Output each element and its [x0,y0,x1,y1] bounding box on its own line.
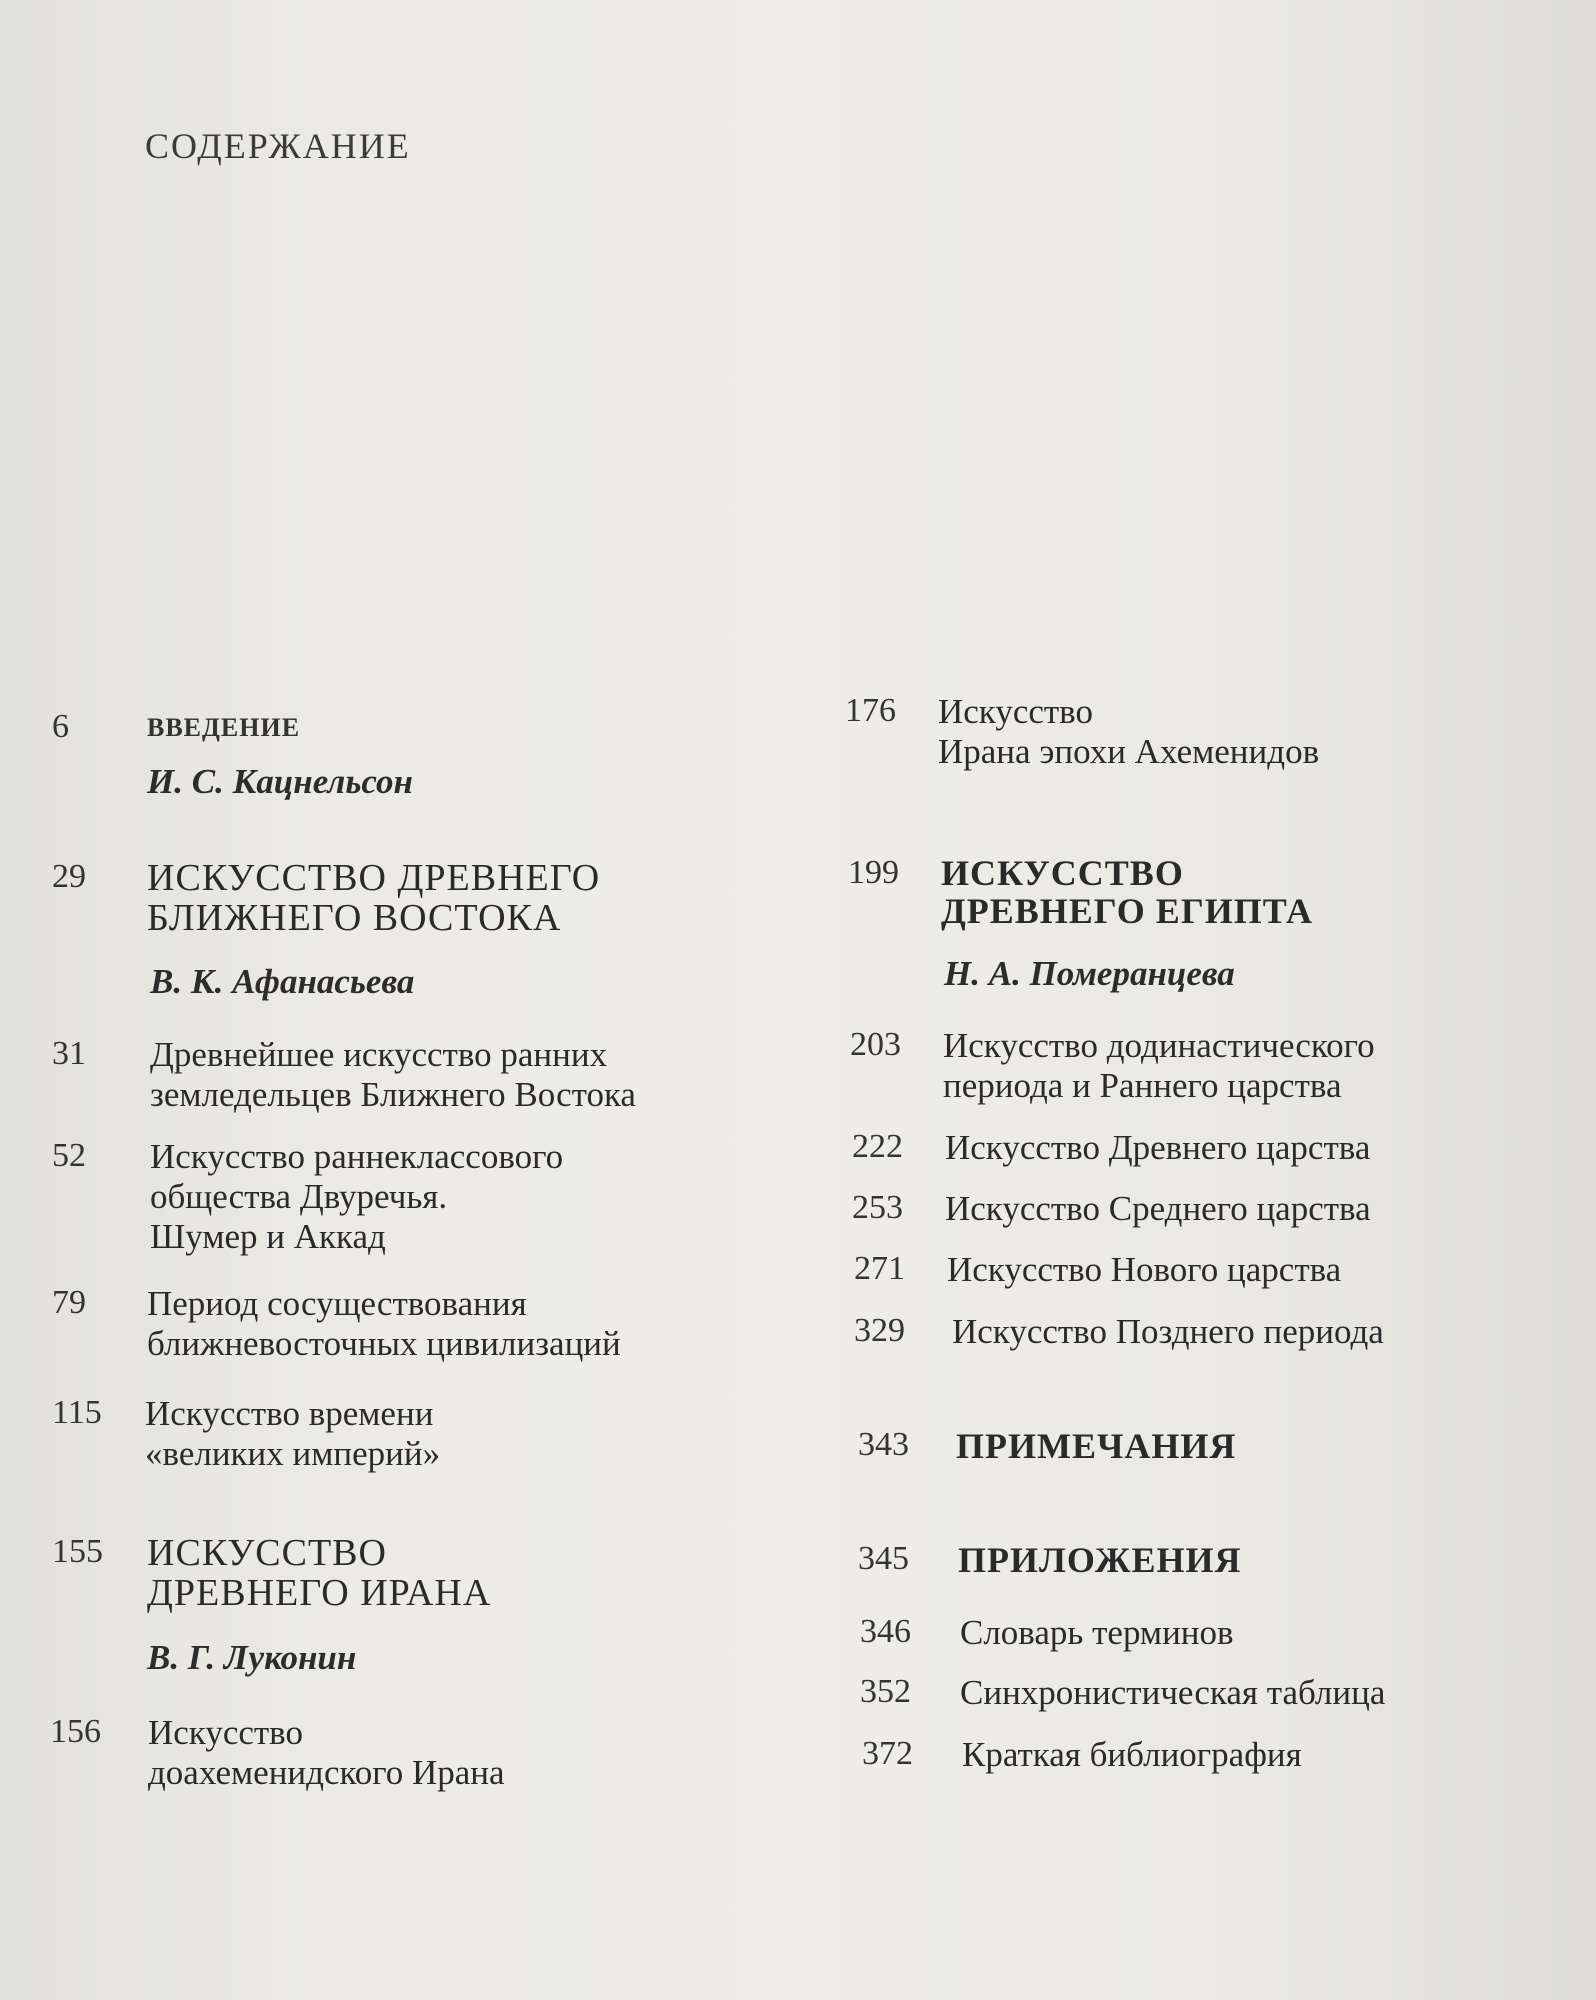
entry-title-line: Словарь терминов [960,1613,1234,1652]
toc-entry [845,692,1319,772]
toc-entry [52,1284,621,1364]
entry-title-line: ИСКУССТВО [147,1532,387,1574]
entry-title-line: Искусство Нового царства [947,1250,1342,1289]
toc-entry [52,1035,636,1115]
page-number: 115 [52,1394,102,1431]
entry-title-line: Искусство раннеклассового [150,1137,564,1176]
toc-entry [854,1312,1384,1352]
toc-entry [860,1613,1234,1653]
page-number: 345 [858,1540,909,1577]
entry-title-line: ДРЕВНЕГО ИРАНА [147,1572,492,1614]
entry-title-line: Искусство [148,1713,303,1752]
page-number: 29 [52,858,86,895]
entry-title-line: ПРИМЕЧАНИЯ [956,1426,1237,1466]
toc-entry [50,1713,505,1793]
toc-entry-ancient-iran [52,1533,491,1613]
author-name: В. К. Афанасьева [150,962,415,1001]
entry-title-line: «великих империй» [145,1434,441,1473]
entry-title-line: общества Двуречья. [150,1177,448,1216]
toc-entry-appendices [858,1540,1242,1580]
toc-entry [862,1735,1302,1775]
entry-title-line: земледельцев Ближнего Востока [150,1075,636,1114]
toc-entry [854,1250,1341,1290]
entry-title-line: ближневосточных цивилизаций [147,1324,621,1363]
page-number: 156 [50,1713,101,1750]
toc-entry-notes [858,1426,1236,1466]
entry-title-line: ИСКУССТВО ДРЕВНЕГО [147,857,601,899]
page-number: 31 [52,1035,86,1072]
toc-entry [860,1673,1385,1713]
entry-title-line: Искусство Среднего царства [945,1189,1371,1228]
page-number: 352 [860,1673,911,1710]
page-number: 6 [52,708,69,745]
author-name: В. Г. Луконин [147,1638,357,1677]
page-number: 176 [845,692,896,729]
entry-title-line: Ирана эпохи Ахеменидов [938,732,1320,771]
page-number: 253 [852,1189,903,1226]
toc-entry-introduction [52,708,300,748]
entry-title-line: ИСКУССТВО [941,853,1184,893]
entry-title-line: Древнейшее искусство ранних [150,1035,608,1074]
page-number: 79 [52,1284,86,1321]
entry-title-line: Искусство Древнего царства [945,1128,1371,1167]
page-number: 343 [858,1426,909,1463]
entry-title-line: Шумер и Аккад [150,1217,386,1256]
entry-title-line: Синхронистическая таблица [960,1673,1386,1712]
page-number: 329 [854,1312,905,1349]
toc-entry [52,1394,440,1474]
entry-title-line: Искусство додинастического [943,1026,1375,1065]
author-name: И. С. Кацнельсон [147,762,413,801]
entry-title-line: Искусство Позднего периода [952,1312,1384,1351]
page-number: 222 [852,1128,903,1165]
entry-title-line: Краткая библиография [962,1735,1302,1774]
page-number: 346 [860,1613,911,1650]
toc-entry [850,1026,1375,1106]
toc-entry [52,1137,563,1257]
page-number: 199 [848,854,899,891]
page-number: 271 [854,1250,905,1287]
toc-entry [852,1189,1371,1229]
toc-entry-ancient-egypt [848,854,1313,930]
entry-title-line: БЛИЖНЕГО ВОСТОКА [147,897,562,939]
entry-title-line: Искусство времени [145,1394,434,1433]
page-number: 372 [862,1735,913,1772]
page-number: 203 [850,1026,901,1063]
entry-title-line: периода и Раннего царства [943,1066,1342,1105]
toc-entry [852,1128,1370,1168]
entry-title-line: ДРЕВНЕГО ЕГИПТА [941,891,1313,931]
entry-title: ВВЕДЕНИЕ [147,713,301,742]
toc-entry-near-east [52,858,600,938]
author-name: Н. А. Померанцева [944,954,1235,993]
entry-title-line: доахеменидского Ирана [148,1753,505,1792]
page-number: 52 [52,1137,86,1174]
page-number: 155 [52,1533,103,1570]
entry-title-line: ПРИЛОЖЕНИЯ [958,1540,1242,1580]
entry-title-line: Искусство [938,692,1093,731]
entry-title-line: Период сосуществования [147,1284,527,1323]
page-title: СОДЕРЖАНИЕ [145,126,411,166]
